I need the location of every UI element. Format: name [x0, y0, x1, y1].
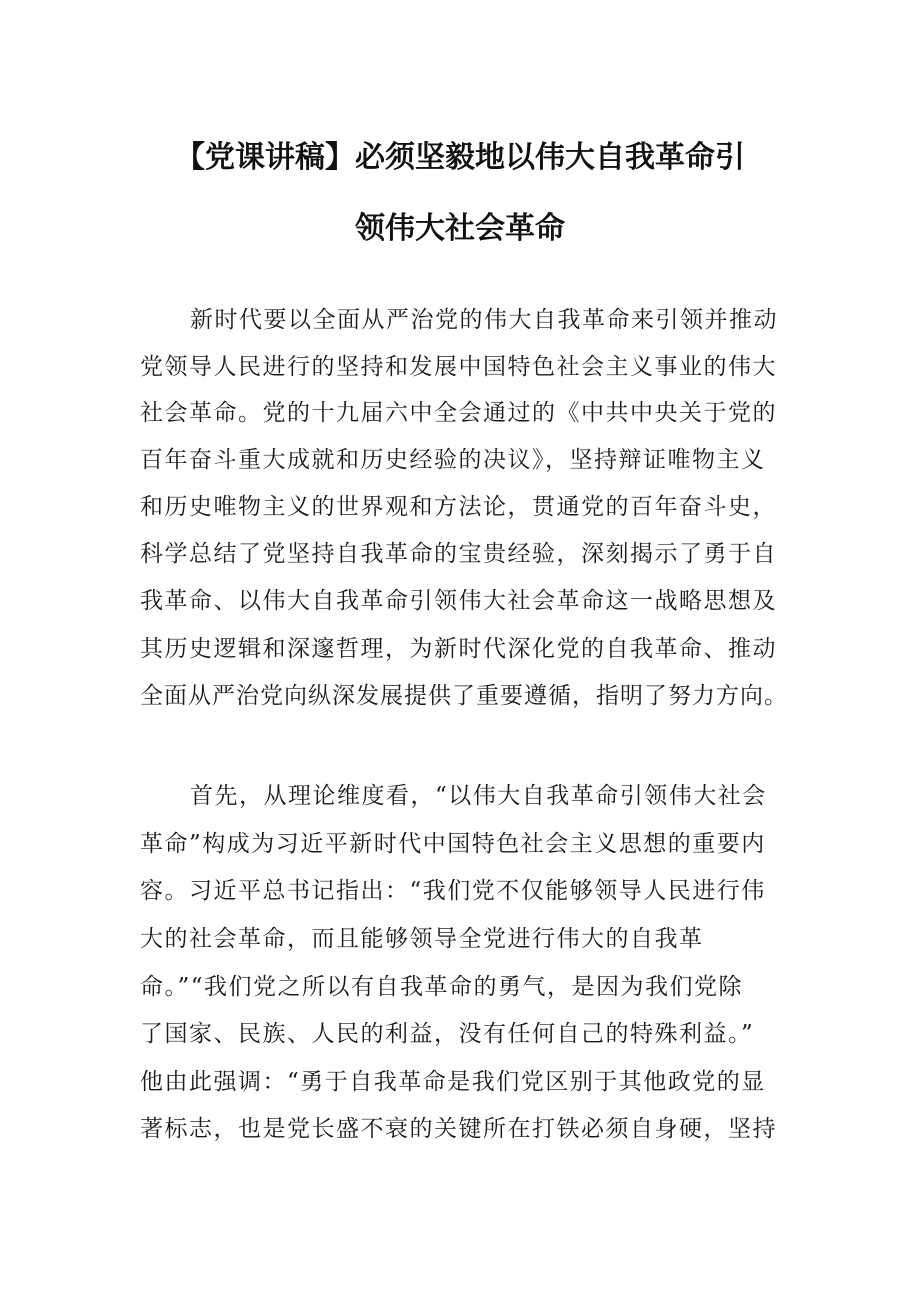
paragraph-1-line-4: 百年奋斗重大成就和历史经验的决议》，坚持辩证唯物主义	[140, 447, 766, 473]
paragraph-1-line-1: 新时代要以全面从严治党的伟大自我革命来引领并推动	[190, 307, 778, 333]
paragraph-1-line-9: 全面从严治党向纵深发展提供了重要遵循，指明了努力方向。	[140, 683, 788, 709]
paragraph-1-line-6: 科学总结了党坚持自我革命的宝贵经验，深刻揭示了勇于自	[140, 541, 777, 567]
paragraph-1-line-8: 其历史逻辑和深邃哲理，为新时代深化党的自我革命、推动	[140, 636, 777, 662]
paragraph-2-line-5: 命。”“我们党之所以有自我革命的勇气，是因为我们党除	[140, 974, 744, 1000]
paragraph-2-line-1: 首先，从理论维度看，“以伟大自我革命引领伟大社会	[190, 783, 767, 809]
paragraph-2-line-4: 大的社会革命，而且能够领导全党进行伟大的自我革	[140, 926, 704, 952]
paragraph-2-line-2: 革命”构成为习近平新时代中国特色社会主义思想的重要内	[140, 831, 766, 857]
paragraph-1-line-2: 党领导人民进行的坚持和发展中国特色社会主义事业的伟大	[140, 354, 777, 380]
paragraph-2-line-3: 容。习近平总书记指出：“我们党不仅能够领导人民进行伟	[140, 878, 766, 904]
paragraph-1-line-7: 我革命、以伟大自我革命引领伟大社会革命这一战略思想及	[140, 588, 777, 614]
paragraph-1-line-5: 和历史唯物主义的世界观和方法论，贯通党的百年奋斗史，	[140, 494, 777, 520]
paragraph-2-line-8: 著标志，也是党长盛不衰的关键所在打铁必须自身硬，坚持	[140, 1116, 777, 1142]
document-title-line-1: 【党课讲稿】必须坚毅地以伟大自我革命引	[175, 140, 745, 175]
paragraph-2-line-7: 他由此强调：“勇于自我革命是我们党区别于其他政党的显	[140, 1069, 766, 1095]
document-title-line-2: 领伟大社会革命	[355, 211, 565, 246]
paragraph-1-line-3: 社会革命。党的十九届六中全会通过的《中共中央关于党的	[140, 400, 777, 426]
paragraph-2-line-6: 了国家、民族、人民的利益，没有任何自己的特殊利益。”	[140, 1021, 755, 1047]
